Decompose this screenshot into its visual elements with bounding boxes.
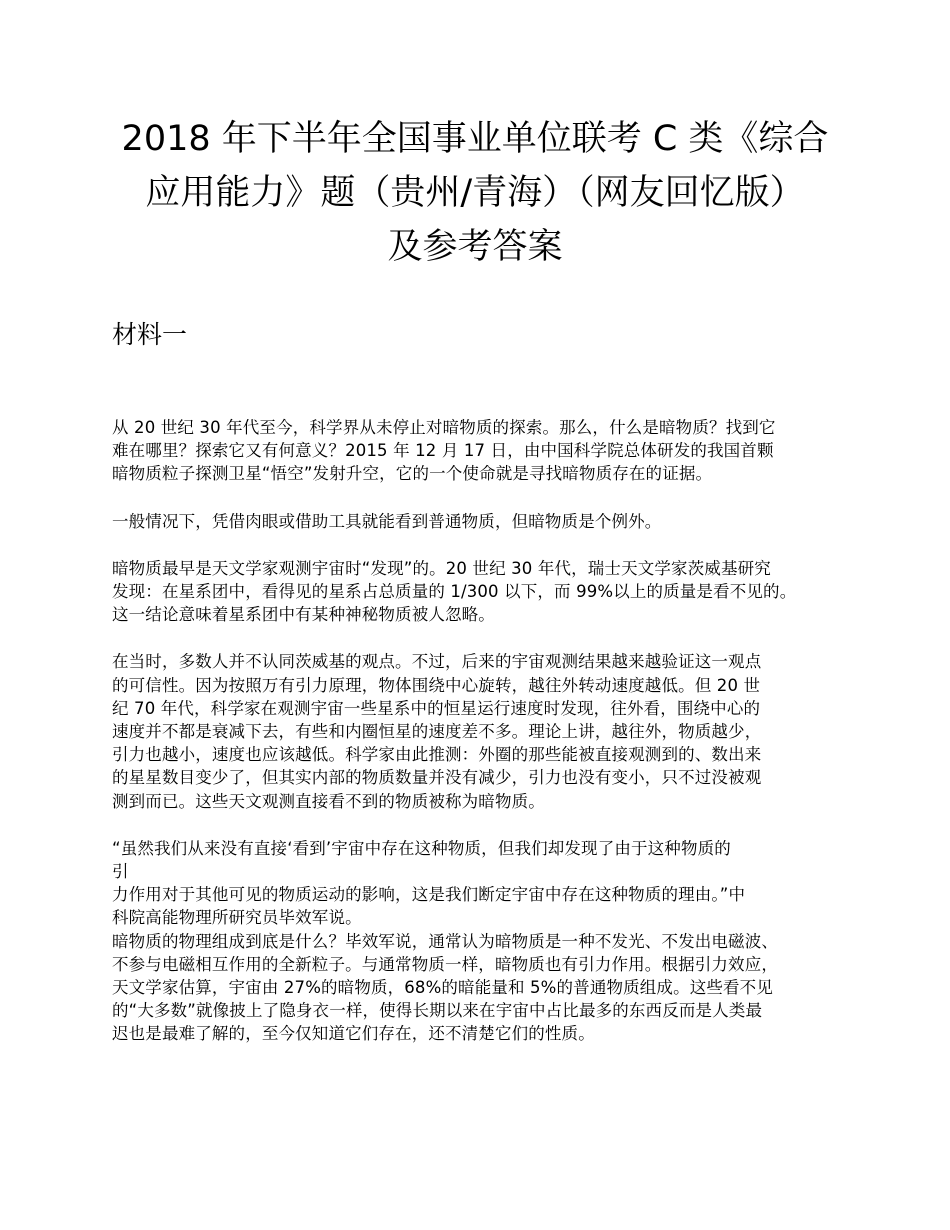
paragraph-1 bbox=[112, 416, 864, 486]
section-heading: 材料一 bbox=[112, 320, 188, 349]
document-body bbox=[112, 416, 864, 1046]
text-line: 力作用对于其他可见的物质运动的影响，这是我们断定宇宙中存在这种物质的理由。”中 bbox=[112, 885, 746, 905]
text-line: 在当时，多数人并不认同茨威基的观点。不过，后来的宇宙观测结果越来越验证这一观点 bbox=[112, 652, 762, 672]
paragraph-3 bbox=[112, 557, 864, 627]
text-line: 从 20 世纪 30 年代至今，科学界从未停止对暗物质的探索。那么，什么是暗物质？找到它 bbox=[112, 418, 776, 437]
text-line: 难在哪里？探索它又有何意义？2015 年 12 月 17 日，由中国科学院总体研发的我国首颗 bbox=[112, 441, 774, 461]
text-line: 暗物质的物理组成到底是什么？毕效军说，通常认为暗物质是一种不发光、不发出电磁波、 bbox=[112, 931, 778, 951]
text-line: 科院高能物理所研究员毕效军说。 bbox=[112, 908, 362, 928]
text-line: 迟也是最难了解的，至今仅知道它们存在，还不清楚它们的性质。 bbox=[112, 1024, 595, 1044]
text-line: 引力也越小，速度也应该越低。科学家由此推测：外圈的那些能被直接观测到的、数出来 bbox=[112, 745, 762, 765]
text-line: 测到而已。这些天文观测直接看不到的物质被称为暗物质。 bbox=[112, 791, 545, 811]
text-line: 一般情况下，凭借肉眼或借助工具就能看到普通物质，但暗物质是个例外。 bbox=[112, 511, 662, 531]
paragraph-5 bbox=[112, 837, 864, 930]
text-line: 的可信性。因为按照万有引力原理，物体围绕中心旋转，越往外转动速度越低。但 20 世 bbox=[112, 675, 761, 695]
title-line-1: 2018 年下半年全国事业单位联考 C 类《综合 bbox=[121, 119, 829, 159]
text-line: 纪 70 年代，科学家在观测宇宙一些星系中的恒星运行速度时发现，往外看，围绕中心的 bbox=[112, 698, 761, 718]
text-line: 天文学家估算，宇宙由 27%的暗物质，68%的暗能量和 5%的普通物质组成。这些看不见 bbox=[112, 978, 773, 998]
text-line: 不参与电磁相互作用的全新粒子。与通常物质一样，暗物质也有引力作用。根据引力效应， bbox=[112, 954, 778, 974]
title-line-2: 应用能力》题（贵州/青海）（网友回忆版） bbox=[145, 173, 805, 213]
text-line: 暗物质粒子探测卫星“悟空”发射升空，它的一个使命就是寻找暗物质存在的证据。 bbox=[112, 464, 713, 484]
text-line: 的星星数目变少了，但其实内部的物质数量并没有减少，引力也没有变小，只不过没被观 bbox=[112, 768, 762, 788]
text-line: 速度并不都是衰减下去，有些和内圈恒星的速度差不多。理论上讲，越往外，物质越少， bbox=[112, 722, 762, 742]
text-line: “虽然我们从来没有直接‘看到’宇宙中存在这种物质，但我们却发现了由于这种物质的 bbox=[112, 838, 731, 858]
title-line-3: 及参考答案 bbox=[387, 227, 563, 267]
text-line: 暗物质最早是天文学家观测宇宙时“发现”的。20 世纪 30 年代，瑞士天文学家茨威基研究 bbox=[112, 558, 771, 578]
text-line: 的“大多数”就像披上了隐身衣一样，使得长期以来在宇宙中占比最多的东西反而是人类最 bbox=[112, 1001, 763, 1021]
paragraph-2 bbox=[112, 510, 864, 533]
paragraph-4 bbox=[112, 650, 864, 812]
text-line: 引 bbox=[112, 862, 129, 882]
paragraph-6 bbox=[112, 930, 864, 1046]
text-line: 这一结论意味着星系团中有某种神秘物质被人忽略。 bbox=[112, 605, 495, 625]
text-line: 发现：在星系团中，看得见的星系占总质量的 1/300 以下，而 99%以上的质量是看不见的。 bbox=[112, 582, 797, 602]
document-title bbox=[100, 112, 850, 274]
